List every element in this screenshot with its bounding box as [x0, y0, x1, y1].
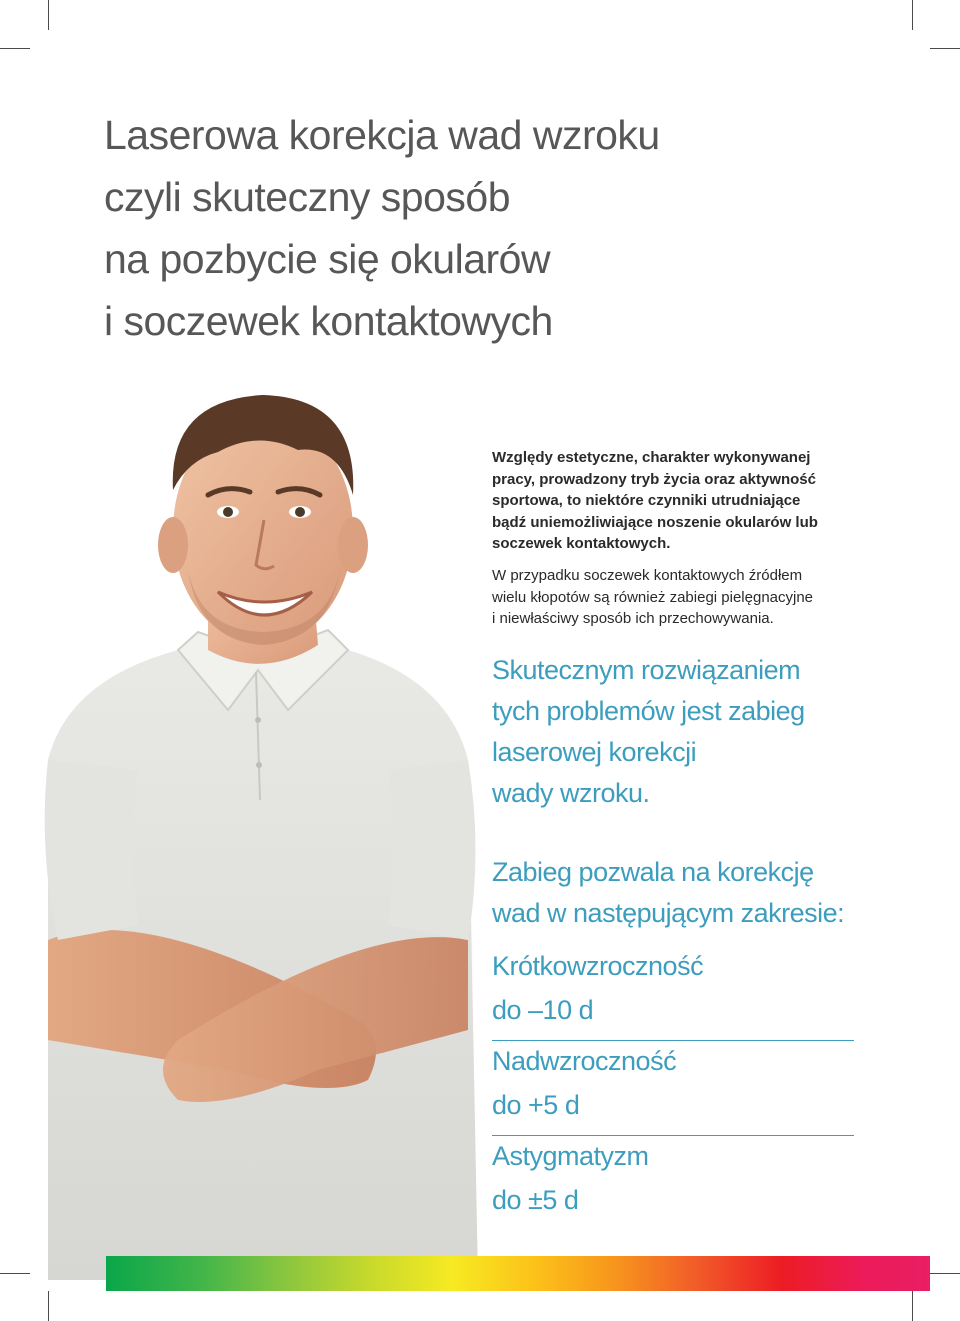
intro-bold-paragraph: [492, 447, 872, 555]
text-line: Skutecznym rozwiązaniem: [492, 655, 801, 685]
text-line: i niewłaściwy sposób ich przechowywania.: [492, 610, 774, 627]
intro-regular-paragraph: [492, 565, 872, 630]
text-line: soczewek kontaktowych.: [492, 535, 671, 552]
text-line: wady wzroku.: [492, 778, 650, 808]
crop-mark: [912, 0, 913, 30]
text-line: laserowej korekcji: [492, 737, 697, 767]
text-line: wielu kłopotów są również zabiegi pielęgnacyjne: [492, 588, 814, 606]
solution-statement: [492, 650, 912, 814]
title-line: i soczewek kontaktowych: [104, 298, 553, 344]
title-line: Laserowa korekcja wad wzroku: [104, 112, 660, 158]
text-line: bądź uniemożliwiające noszenie okularów lub: [492, 513, 818, 531]
crop-mark: [48, 0, 49, 30]
text-line: Zabieg pozwala na korekcję: [492, 857, 814, 887]
crop-mark: [0, 1273, 30, 1274]
page-title: [104, 104, 804, 352]
smiling-man-photo: [28, 380, 488, 1280]
range-name: Nadwzroczność: [492, 1046, 677, 1076]
text-line: pracy, prowadzony tryb życia oraz aktywność: [492, 470, 816, 488]
crop-mark: [930, 1273, 960, 1274]
title-line: na pozbycie się okularów: [104, 236, 551, 282]
crop-mark: [930, 48, 960, 49]
range-hyperopia: [492, 1041, 854, 1136]
text-line: sportowa, to niektóre czynniki utrudniające: [492, 492, 801, 509]
text-line: tych problemów jest zabieg: [492, 696, 805, 726]
title-line: czyli skuteczny sposób: [104, 174, 511, 220]
crop-mark: [912, 1291, 913, 1321]
text-line: W przypadku soczewek kontaktowych źródłem: [492, 567, 803, 584]
crop-mark: [48, 1291, 49, 1321]
range-value: do ±5 d: [492, 1185, 579, 1215]
correction-scope-heading: [492, 852, 912, 934]
range-value: do +5 d: [492, 1090, 580, 1120]
range-name: Astygmatyzm: [492, 1141, 649, 1171]
crop-mark: [0, 48, 30, 49]
range-name: Krótkowzroczność: [492, 951, 704, 981]
text-line: wad w następującym zakresie:: [492, 898, 845, 928]
color-gradient-bar: [106, 1256, 930, 1291]
range-myopia: [492, 946, 854, 1041]
range-astigmatism: [492, 1136, 854, 1220]
range-value: do –10 d: [492, 995, 594, 1025]
text-line: Względy estetyczne, charakter wykonywanej: [492, 449, 811, 466]
